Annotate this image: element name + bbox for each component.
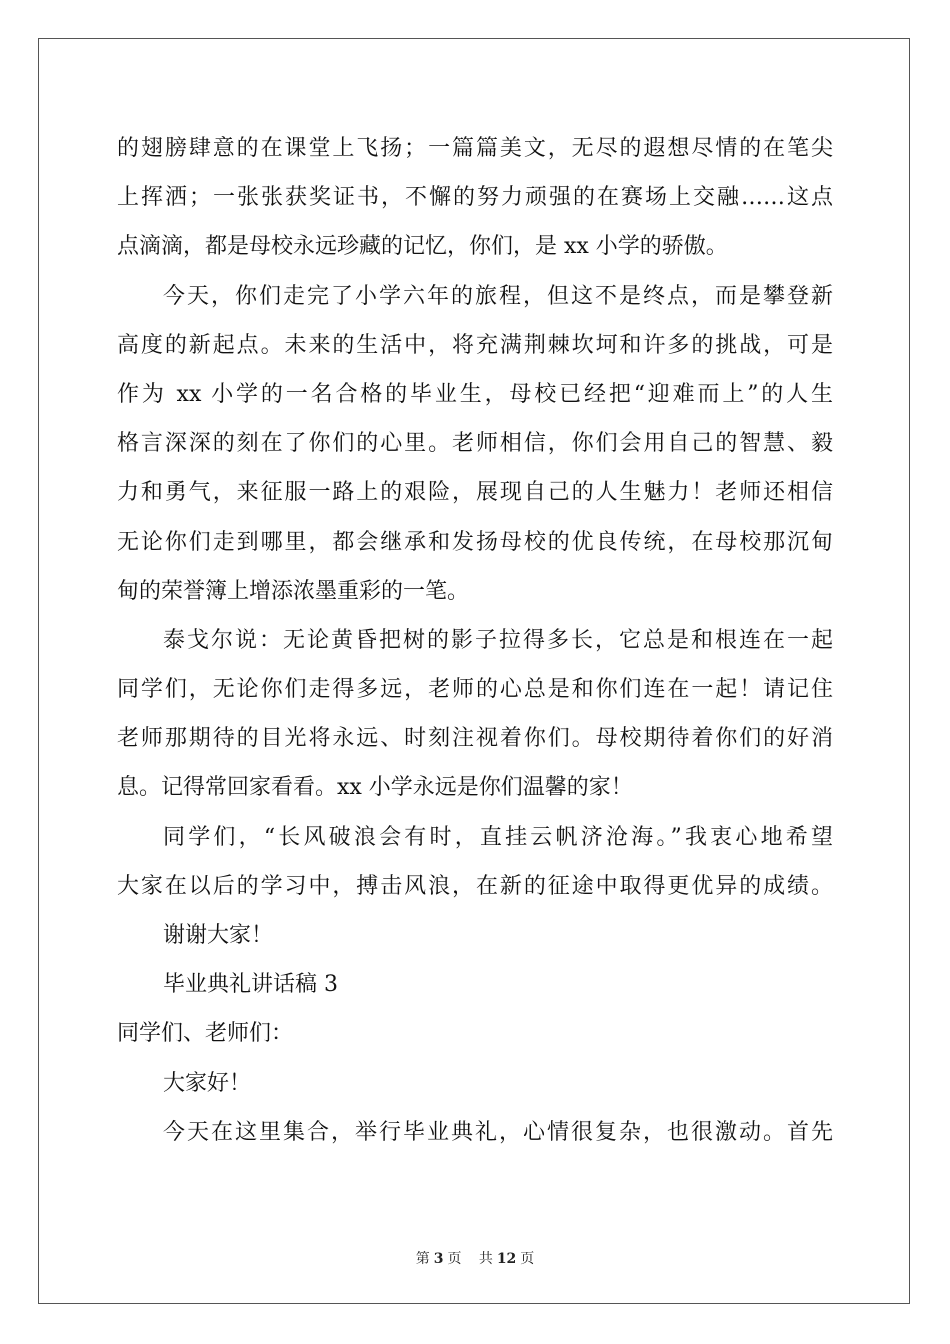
text-line: 同学们、老师们： — [117, 1021, 294, 1047]
text-line: 点滴滴，都是母校永远珍藏的记忆，你们，是 xx 小学的骄傲。 — [117, 234, 728, 260]
text-line: 同学们，“长风破浪会有时，直挂云帆济沧海。”我衷心地希望 — [163, 824, 833, 850]
footer-total-suffix: 页 — [520, 1251, 535, 1267]
text-line: 今天在这里集合，举行毕业典礼，心情很复杂，也很激动。首先 — [163, 1119, 833, 1145]
text-line: 毕业典礼讲话稿 3 — [163, 972, 338, 998]
footer-page-suffix: 页 — [447, 1251, 462, 1267]
footer-prefix: 第 — [415, 1251, 430, 1267]
text-line: 老师那期待的目光将永远、时刻注视着你们。母校期待着你们的好消 — [117, 726, 833, 752]
text-line: 大家在以后的学习中，搏击风浪，在新的征途中取得更优异的成绩。 — [117, 873, 833, 899]
text-line: 无论你们走到哪里，都会继承和发扬母校的优良传统，在母校那沉甸 — [117, 529, 833, 555]
text-line: 高度的新起点。未来的生活中，将充满荆棘坎坷和许多的挑战，可是 — [117, 332, 833, 358]
footer-page-number: 3 — [433, 1251, 444, 1267]
text-line: 作为 xx 小学的一名合格的毕业生，母校已经把“迎难而上”的人生 — [117, 381, 833, 407]
footer-total-prefix: 共 — [478, 1251, 493, 1267]
text-line: 力和勇气，来征服一路上的艰险，展现自己的人生魅力！老师还相信 — [117, 480, 833, 506]
text-line: 大家好！ — [163, 1070, 252, 1096]
page-footer — [0, 1248, 950, 1268]
text-line: 同学们，无论你们走得多远，老师的心总是和你们连在一起！请记住 — [117, 677, 833, 703]
text-line: 甸的荣誉簿上增添浓墨重彩的一笔。 — [117, 578, 470, 604]
text-line: 格言深深的刻在了你们的心里。老师相信，你们会用自己的智慧、毅 — [117, 431, 833, 457]
text-line: 今天，你们走完了小学六年的旅程，但这不是终点，而是攀登新 — [163, 283, 833, 309]
text-line: 谢谢大家！ — [163, 923, 274, 948]
document-body — [117, 124, 833, 1157]
text-line: 泰戈尔说：无论黄昏把树的影子拉得多长，它总是和根连在一起 — [163, 627, 833, 653]
footer-total-pages: 12 — [496, 1251, 517, 1267]
text-line: 上挥洒；一张张获奖证书，不懈的努力顽强的在赛场上交融……这点 — [117, 185, 833, 211]
text-line: 的翅膀肆意的在课堂上飞扬；一篇篇美文，无尽的遐想尽情的在笔尖 — [117, 136, 833, 161]
text-line: 息。记得常回家看看。xx 小学永远是你们温馨的家！ — [117, 775, 633, 801]
